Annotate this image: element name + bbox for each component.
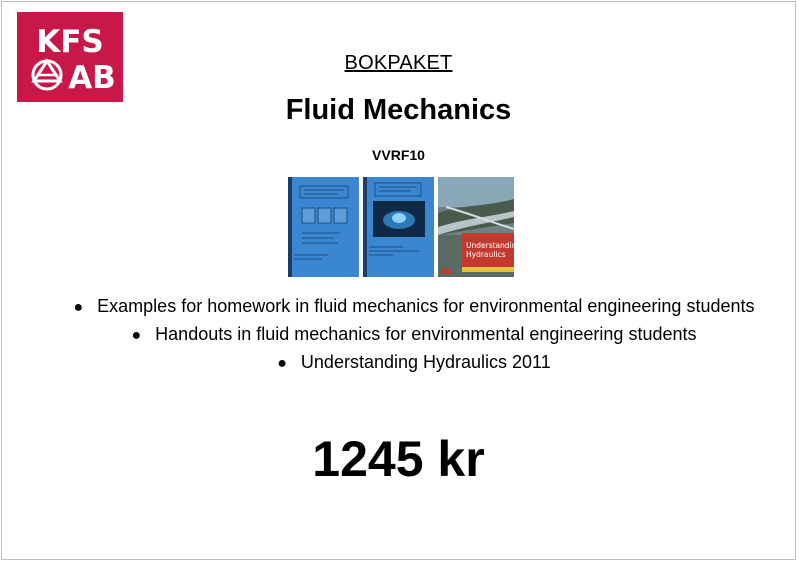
bullet-icon: ●: [73, 299, 84, 316]
page-title: Fluid Mechanics: [285, 94, 512, 126]
page-frame: [1, 1, 796, 560]
cover-title-line1: Understanding: [466, 241, 522, 250]
book-list: [72, 293, 756, 377]
bullet-icon: ●: [277, 355, 287, 372]
cover-title-line2: Hydraulics: [466, 250, 506, 259]
bullet-icon: ●: [131, 327, 142, 344]
list-item: [72, 321, 756, 349]
list-item: [72, 349, 756, 377]
list-item-text: Examples for homework in fluid mechanics for environmental engineering students: [97, 296, 755, 316]
book-cover-examples-icon: [288, 177, 359, 277]
course-code: VVRF10: [372, 147, 425, 163]
book-covers: [288, 177, 522, 277]
list-item-text: Understanding Hydraulics 2011: [300, 352, 551, 372]
list-item-text: Handouts in fluid mechanics for environmental engineering students: [155, 324, 697, 344]
book-cover-handouts-icon: [363, 177, 434, 277]
logo-text-ab: AB: [68, 60, 116, 96]
package-price: 1245 kr: [312, 431, 485, 487]
logo-text-kfs: KFS: [36, 24, 104, 60]
list-item: [72, 293, 756, 321]
package-kicker: BOKPAKET: [344, 52, 453, 74]
book-cover-understanding-hydraulics-icon: [438, 177, 522, 277]
